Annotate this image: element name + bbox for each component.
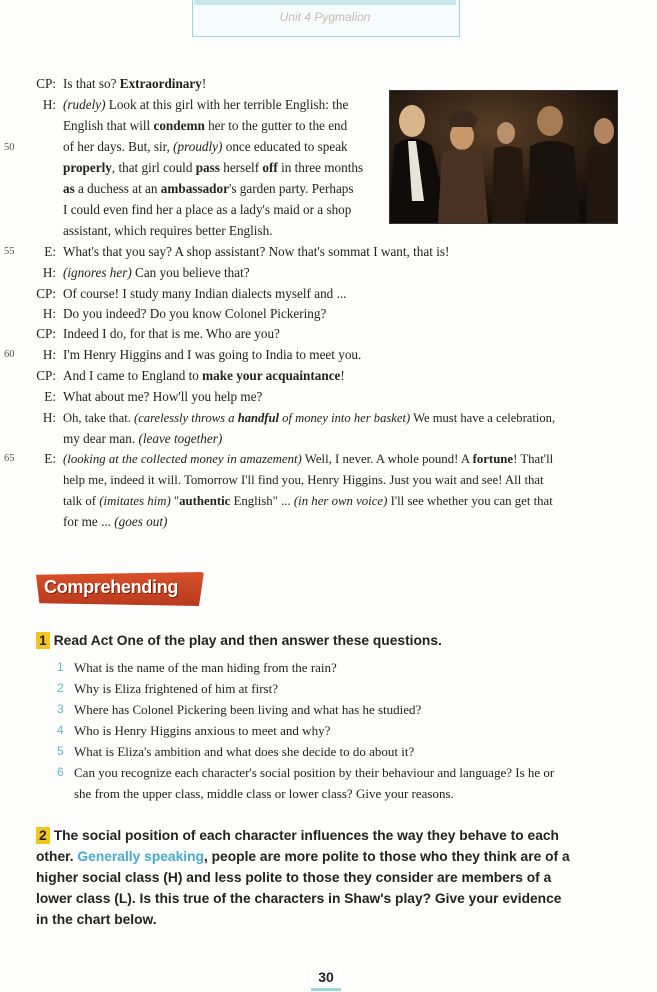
question-item: Why is Eliza frightened of him at first? — [74, 681, 278, 696]
item-number: 3 — [57, 702, 64, 716]
unit-title: Unit 4 Pygmalion — [279, 10, 371, 24]
speaker-label: CP: — [36, 326, 56, 341]
dialogue-line: assistant, which requires better English. — [63, 223, 273, 238]
dialogue-line: Oh, take that. (carelessly throws a handful of money into her basket) We must have a celebration, — [63, 411, 556, 425]
banner-title: Comprehending — [44, 577, 179, 597]
dialogue-line: Indeed I do, for that is me. Who are you? — [63, 326, 280, 341]
item-number: 6 — [57, 765, 64, 779]
dialogue-line: properly, that girl could pass herself off in three months — [63, 160, 364, 175]
question-item: What is the name of the man hiding from the rain? — [74, 660, 337, 675]
play-scene-photo — [389, 90, 618, 224]
dialogue-line: talk of (imitates him) "authentic English" ... (in her own voice) I'll see whether you can get that — [63, 494, 553, 508]
dialogue-line: What's that you say? A shop assistant? Now that's sommat I want, that is! — [63, 244, 450, 259]
header-bar — [194, 0, 456, 5]
speaker-label: H: — [42, 265, 56, 280]
dialogue-line: Do you indeed? Do you know Colonel Pickering? — [63, 306, 327, 321]
speaker-label: H: — [42, 306, 56, 321]
speaker-label: E: — [44, 451, 56, 466]
dialogue-line: for me ... (goes out) — [63, 514, 168, 529]
line-number: 50 — [4, 142, 15, 153]
speaker-label: H: — [42, 97, 56, 112]
dialogue-line: (looking at the collected money in amazement) Well, I never. A whole pound! A fortune! That'll — [63, 452, 554, 466]
dialogue-line: (ignores her) Can you believe that? — [63, 265, 250, 280]
question-item: What is Eliza's ambition and what does she decide to do about it? — [74, 744, 415, 759]
highlighted-phrase: Generally speaking — [77, 849, 204, 864]
question-1-heading: 1 Read Act One of the play and then answer these questions. — [36, 630, 442, 651]
speaker-label: CP: — [36, 286, 56, 301]
question-number-badge: 2 — [36, 827, 50, 844]
question-number-badge: 1 — [36, 632, 50, 649]
line-number: 60 — [4, 349, 15, 360]
item-number: 5 — [57, 744, 64, 758]
speaker-label: CP: — [36, 76, 56, 91]
item-number: 4 — [57, 723, 64, 737]
dialogue-line: I could even find her a place as a lady's maid or a shop — [63, 202, 352, 217]
line-number: 65 — [4, 453, 15, 464]
question-item-continuation: she from the upper class, middle class or lower class? Give your reasons. — [74, 786, 454, 801]
speaker-label: H: — [42, 347, 56, 362]
dialogue-line: And I came to England to make your acquaintance! — [63, 368, 345, 383]
speaker-label: CP: — [36, 368, 56, 383]
dialogue-line: (rudely) Look at this girl with her terrible English: the — [63, 97, 349, 112]
question-item: Where has Colonel Pickering been living and what has he studied? — [74, 702, 422, 717]
question-item: Can you recognize each character's social position by their behaviour and language? Is he or — [74, 765, 555, 780]
dialogue-line: Of course! I study many Indian dialects myself and ... — [63, 286, 347, 301]
speaker-label: E: — [44, 389, 56, 404]
dialogue-line: What about me? How'll you help me? — [63, 389, 263, 404]
item-number: 1 — [57, 660, 64, 674]
page-number: 30 — [311, 966, 341, 991]
dialogue-line: I'm Henry Higgins and I was going to India to meet you. — [63, 347, 362, 362]
question-item: Who is Henry Higgins anxious to meet and why? — [74, 723, 331, 738]
dialogue-line: Is that so? Extraordinary! — [63, 76, 207, 91]
speaker-label: H: — [42, 410, 56, 425]
item-number: 2 — [57, 681, 64, 695]
dialogue-line: help me, indeed it will. Tomorrow I'll find you, Henry Higgins. Just you wait and see! All that — [63, 473, 544, 487]
line-number: 55 — [4, 246, 15, 257]
dialogue-line: English that will condemn her to the gutter to the end — [63, 118, 348, 133]
dialogue-line: as a duchess at an ambassador's garden party. Perhaps — [63, 181, 354, 196]
question-2-heading: 2 The social position of each character influences the way they behave to each other. Generally speaking, people are more polite to those who they think are of a higher social class (H) and less polite to those they consider are members of a lower class (L). Is this true of the characters in Shaw's play? Give your evidence in the chart below. — [36, 828, 570, 927]
dialogue-line: my dear man. (leave together) — [63, 431, 223, 446]
speaker-label: E: — [44, 244, 56, 259]
comprehending-banner — [36, 572, 206, 608]
dialogue-line: of her days. But, sir, (proudly) once educated to speak — [63, 139, 348, 154]
